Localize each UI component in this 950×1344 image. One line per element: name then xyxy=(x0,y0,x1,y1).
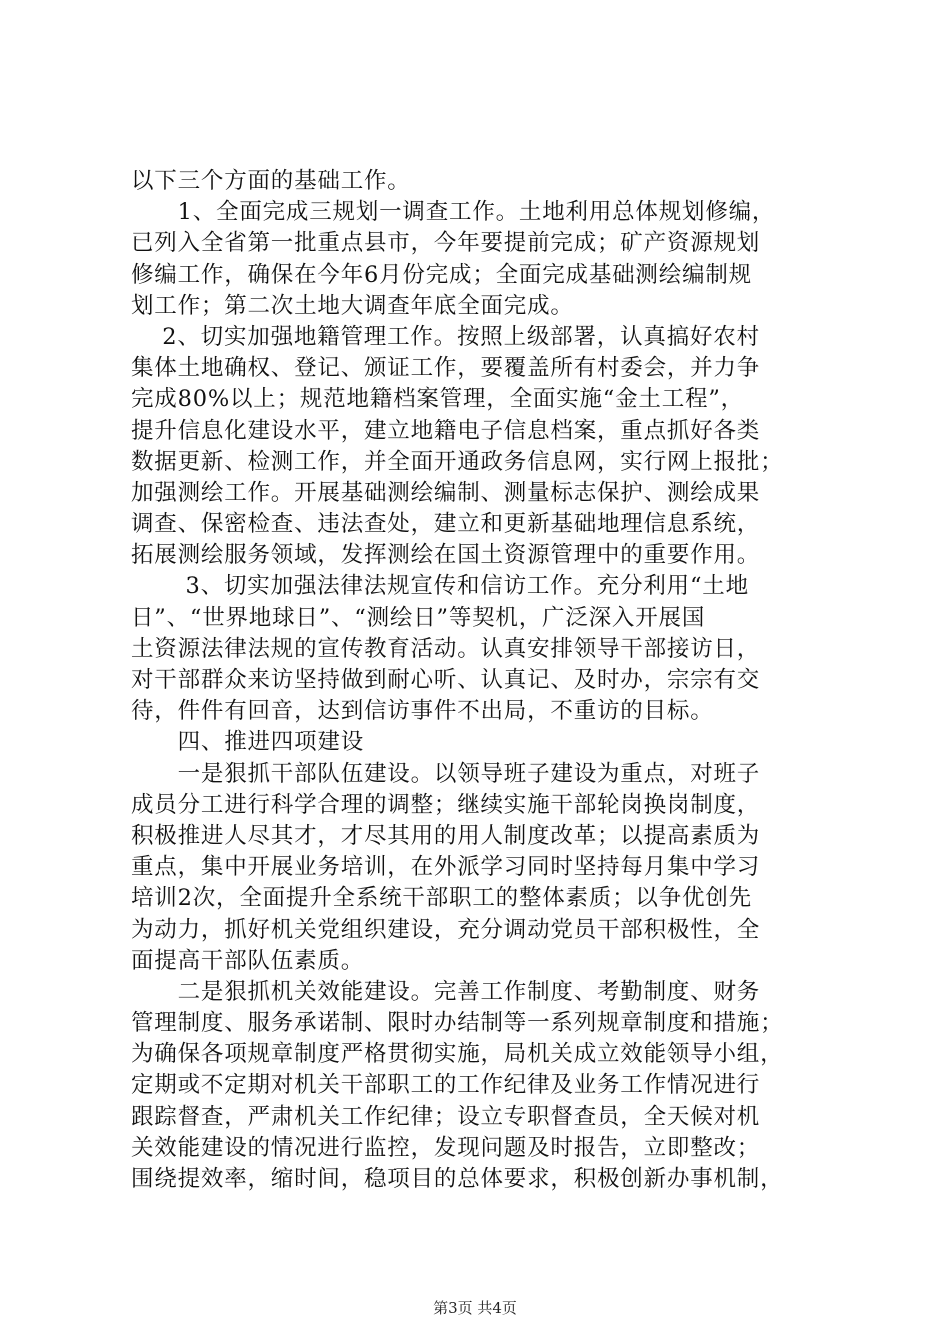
text-line: 2、切实加强地籍管理工作。按照上级部署，认真搞好农村 xyxy=(131,323,760,350)
text-line: 为确保各项规章制度严格贯彻实施，局机关成立效能领导小组， xyxy=(131,1041,784,1068)
text-line: 加强测绘工作。开展基础测绘编制、测量标志保护、测绘成果 xyxy=(131,479,761,506)
text-line: 重点，集中开展业务培训，在外派学习同时坚持每月集中学习 xyxy=(131,854,761,881)
text-line: 关效能建设的情况进行监控，发现问题及时报告，立即整改； xyxy=(131,1134,761,1161)
text-line: 提升信息化建设水平，建立地籍电子信息档案，重点抓好各类 xyxy=(131,417,761,444)
text-line: 围绕提效率，缩时间，稳项目的总体要求，积极创新办事机制， xyxy=(131,1166,784,1192)
text-line: 待，件件有回音，达到信访事件不出局，不重访的目标。 xyxy=(131,698,714,725)
text-line: 跟踪督查，严肃机关工作纪律；设立专职督查员，全天候对机 xyxy=(131,1103,761,1130)
text-line: 修编工作，确保在今年6月份完成；全面完成基础测绘编制规 xyxy=(131,261,752,288)
text-line: 一是狠抓干部队伍建设。以领导班子建设为重点，对班子 xyxy=(131,760,761,787)
document-body xyxy=(131,166,831,1195)
text-line: 培训2次，全面提升全系统干部职工的整体素质；以争优创先 xyxy=(131,885,752,912)
text-line: 数据更新、检测工作，并全面开通政务信息网，实行网上报批； xyxy=(131,448,784,475)
text-line: 对干部群众来访坚持做到耐心听、认真记、及时办，宗宗有交 xyxy=(131,667,761,693)
text-line: 成员分工进行科学合理的调整；继续实施干部轮岗换岗制度， xyxy=(131,791,761,818)
text-line: 以下三个方面的基础工作。 xyxy=(131,168,411,194)
section-heading: 四、推进四项建设 xyxy=(131,729,365,756)
text-line: 3、切实加强法律法规宣传和信访工作。充分利用“土地 xyxy=(131,573,749,600)
text-line: 管理制度、服务承诺制、限时办结制等一系列规章制度和措施； xyxy=(131,1010,784,1037)
text-line: 集体土地确权、登记、颁证工作，要覆盖所有村委会，并力争 xyxy=(131,355,761,382)
text-line: 完成80%以上；规范地籍档案管理，全面实施“金土工程”， xyxy=(131,386,744,413)
text-line: 1、全面完成三规划一调查工作。土地利用总体规划修编， xyxy=(131,199,776,226)
text-line: 拓展测绘服务领域，发挥测绘在国土资源管理中的重要作用。 xyxy=(131,542,761,569)
text-line: 已列入全省第一批重点县市，今年要提前完成；矿产资源规划 xyxy=(131,230,761,257)
page-number-footer: 第3页 共4页 xyxy=(433,1299,517,1317)
text-line: 积极推进人尽其才，才尽其用的用人制度改革；以提高素质为 xyxy=(131,822,761,849)
text-line: 土资源法律法规的宣传教育活动。认真安排领导干部接访日， xyxy=(131,635,761,662)
text-line: 调查、保密检查、违法查处，建立和更新基础地理信息系统， xyxy=(131,511,761,538)
text-line: 面提高干部队伍素质。 xyxy=(131,947,365,974)
text-line: 划工作；第二次土地大调查年底全面完成。 xyxy=(131,292,574,319)
text-line: 定期或不定期对机关干部职工的工作纪律及业务工作情况进行 xyxy=(131,1072,761,1099)
text-line: 日”、“世界地球日”、“测绘日”等契机，广泛深入开展国 xyxy=(131,604,706,631)
text-line: 为动力，抓好机关党组织建设，充分调动党员干部积极性，全 xyxy=(131,916,761,943)
text-line: 二是狠抓机关效能建设。完善工作制度、考勤制度、财务 xyxy=(131,978,761,1005)
